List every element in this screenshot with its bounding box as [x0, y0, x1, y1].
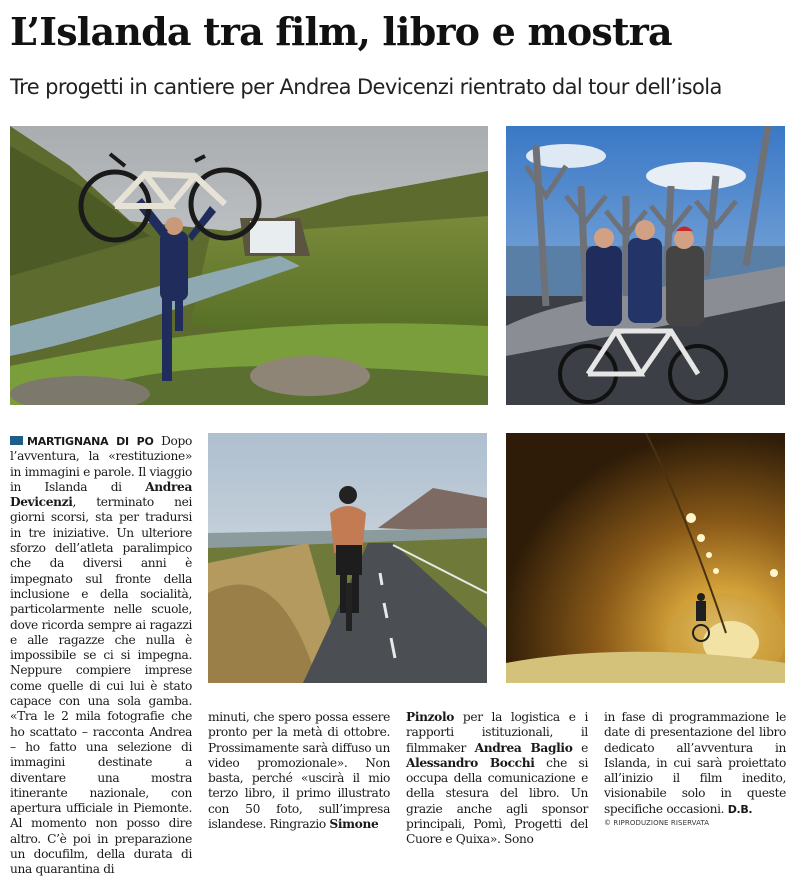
body-text: minuti, che spero possa essere pronto per la metà di ottobre. Prossimamente sarà diffuso un video promozionale». Non basta, perché «uscirà il mio terzo libro, il primo illustrato con 50 foto, sull’impresa islandese. Ringrazio — [208, 710, 390, 832]
person-name: Simone — [329, 817, 379, 832]
dateline-square-icon — [10, 436, 23, 445]
body-text: Dopo l’avventura, la «restituzione» in immagini e parole. Il viaggio in Islanda di — [10, 434, 192, 494]
photo-cyclist-lifting-bike — [10, 126, 488, 405]
body-text: e — [572, 740, 589, 755]
photo-three-men-sun-voyager — [506, 126, 785, 405]
dateline: MARTIGNANA DI PO — [10, 435, 154, 448]
article-column-4 — [604, 710, 786, 817]
body-text: che si occupa della comunicazione e della stesura del libro. Un grazie anche agli sponsor principali, Pomì, Progetti del Cuore e Quixa». Sono — [406, 755, 588, 847]
headline: L’Islanda tra film, libro e mostra — [10, 9, 672, 54]
body-text: in fase di programmazione le date di presentazione del libro dedicato all’avventura in Islanda, in cui sarà proiettato all’inizio il film inedito, visionabile solo in queste specifiche occasioni. — [604, 710, 786, 816]
person-name: Alessandro Bocchi — [406, 755, 535, 770]
article-column-3 — [406, 710, 588, 848]
article-column-1 — [10, 434, 192, 878]
photo-cyclist-in-tunnel — [506, 433, 785, 683]
body-text: , terminato nei giorni scorsi, sta per tradursi in tre iniziative. Un ulteriore sforzo dell’atleta paralimpico che da diversi anni è impegnato sul fronte della inclusione e della socialità, particolarmente nelle scuole, dove ricorda sempre ai ragazzi e alle ragazze che nulla è impossibile se ci si impegna. Neppure compiere imprese come quelle di cui lui è stato capace con una sola gamba. «Tra le 2 mila fotografie che ho scattato – racconta Andrea – ho fatto una selezione di immagini destinate a diventare una mostra itinerante nazionale, con apertura ufficiale in Piemonte. Al momento non posso dire altro. C’è poi in preparazione un docufilm, della durata di una quarantina di — [10, 495, 192, 877]
person-name: Andrea Devicenzi — [10, 479, 192, 510]
article-column-2 — [208, 710, 390, 832]
subheadline: Tre progetti in cantiere per Andrea Devicenzi rientrato dal tour dell’isola — [10, 75, 722, 99]
person-name: Pinzolo — [406, 710, 455, 724]
copyright-notice: © RIPRODUZIONE RISERVATA — [604, 819, 710, 827]
photo-cyclist-on-road — [208, 433, 487, 683]
person-name: Andrea Baglio — [474, 740, 573, 755]
author-signature: D.B. — [727, 802, 753, 816]
body-text: per la logistica e i rapporti istituzionali, il filmmaker — [406, 710, 588, 755]
